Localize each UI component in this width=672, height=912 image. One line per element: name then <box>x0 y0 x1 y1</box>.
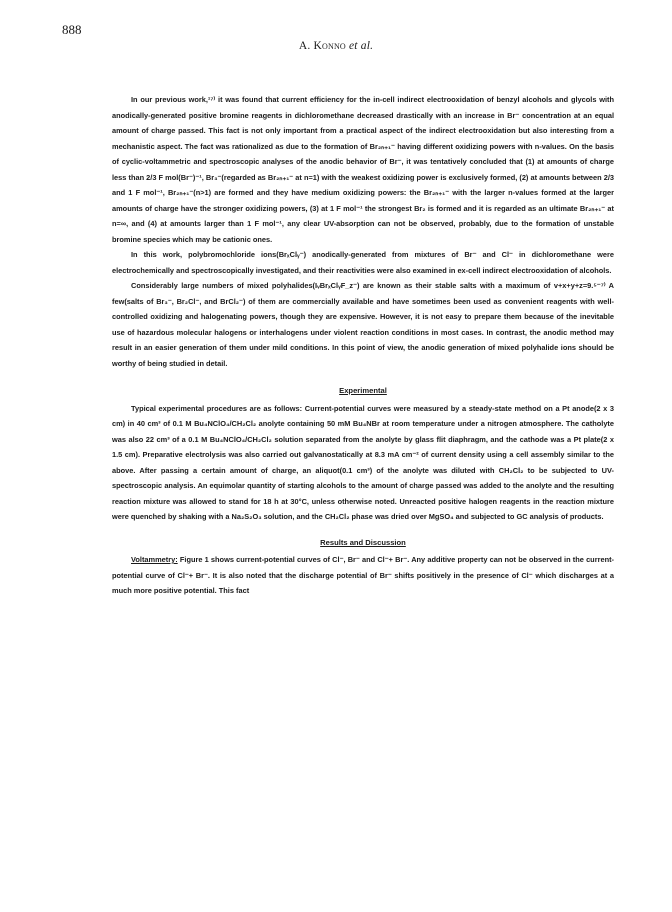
author-surname: Konno <box>313 40 346 52</box>
results-paragraph <box>112 552 614 599</box>
intro-paragraph-1: In our previous work,¹⁷⁾ it was found that current efficiency for the in-cell indirect electrooxidation of benzyl alcohols and glycols with anodically-generated positive bromine reagents in dichloromethane decreased drastically with an increase in Br⁻ concentration at an equal amount of charge passed. This fact is not only important from a practical aspect of the indirect electrooxidation but also interesting from a mechanistic aspect. The fact was rationalized as due to the formation of Br₂ₙ₊₁⁻ having different oxidizing powers with n-values. On the basis of cyclic-voltammetric and spectroscopic analyses of the anodic behavior of Br⁻, it was tentatively concluded that (1) at amounts of charge less than 2/3 F mol(Br⁻)⁻¹, Br₃⁻(regarded as Br₂ₙ₊₁⁻ at n=1) with the weakest oxidizing power is exclusively formed, (2) at amounts between 2/3 and 1 F mol⁻¹, Br₂ₙ₊₁⁻(n>1) are formed and they have medium oxidizing powers: the Br₂ₙ₊₁⁻ with the larger n-values formed at the larger amounts of charge have the stronger oxidizing powers, (3) at 1 F mol⁻¹ the strongest Br₂ is formed and it is regarded as an ultimate Br₂ₙ₊₁⁻ at n=∞, and (4) at amounts larger than 1 F mol⁻¹, any clear UV-absorption can not be observed, probably, due to the formation of unstable bromine species which may be cationic ones. <box>112 95 614 244</box>
author-initial: A. <box>298 40 311 52</box>
intro-paragraph-3: Considerably large numbers of mixed polyhalides(IᵥBrₓClᵧF_z⁻) are known as their stable salts with a maximum of v+x+y+z=9.⁵⁻⁷⁾ A few(salts of Br₃⁻, Br₂Cl⁻, and BrCl₂⁻) of them are commercially available and have sometimes been used as convenient reagents with well-controlled oxidizing and halogenating powers, though they are expensive. However, it is not easy to prepare them because of the inevitable use of hazardous molecular halogens or interhalogens under violent reaction conditions in most cases. In contrast, the anodic method may result in an easier generation of them under mild conditions. In this point of view, the anodic generation of mixed polyhalide ions should be worthy of being studied in detail. <box>112 281 614 368</box>
experimental-heading: Experimental <box>339 386 387 395</box>
article-body <box>112 92 614 599</box>
results-paragraph-text: Figure 1 shows current-potential curves of Cl⁻, Br⁻ and Cl⁻+ Br⁻. Any additive property can not be observed in the current-potential curve of Cl⁻+ Br⁻. It is also noted that the discharge potential of Br⁻ shifts positively in the presence of Cl⁻ which discharges at a much more positive potential. This fact <box>112 555 614 595</box>
intro-paragraph-2: In this work, polybromochloride ions(BrₓClᵧ⁻) anodically-generated from mixtures of Br⁻ and Cl⁻ in dichloromethane were electrochemically and spectroscopically investigated, and their reactivities were also examined in ex-cell indirect electrooxidation of alcohols. <box>112 250 614 275</box>
experimental-paragraph: Typical experimental procedures are as follows: Current-potential curves were measured by a steady-state method on a Pt anode(2 x 3 cm) in 40 cm³ of 0.1 M Bu₄NClO₄/CH₂Cl₂ anolyte containing 50 mM Bu₄NBr at room temperature under a nitrogen atmosphere. The catholyte was also 22 cm³ of a 0.1 M Bu₄NClO₄/CH₂Cl₂ solution separated from the anolyte by glass flit diaphragm, and the cathode was a Pt plate(2 x 1.5 cm). Preparative electrolysis was also carried out galvanostatically at 8.3 mA cm⁻² of current density using a cell assembly similar to the above. After passing a certain amount of charge, an aliquot(0.1 cm³) of the anolyte was diluted with CH₂Cl₂ to be subjected to UV-spectroscopic analysis. An equimolar quantity of starting alcohols to the amount of charge passed was added to the anolyte and the resulting reaction mixture was allowed to stand for 18 h at 30°C, unless otherwise noted. Unreacted positive halogen reagents in the reaction mixture were quenched by shaking with a Na₂S₂O₃ solution, and the CH₂Cl₂ phase was dried over MgSO₄ and subjected to GC analysis of products. <box>112 403 614 521</box>
running-head <box>0 40 672 52</box>
page-number: 888 <box>62 22 82 37</box>
et-al: et al. <box>348 40 374 52</box>
results-heading: Results and Discussion <box>320 537 406 547</box>
voltammetry-runin: Voltammetry: <box>131 555 178 564</box>
